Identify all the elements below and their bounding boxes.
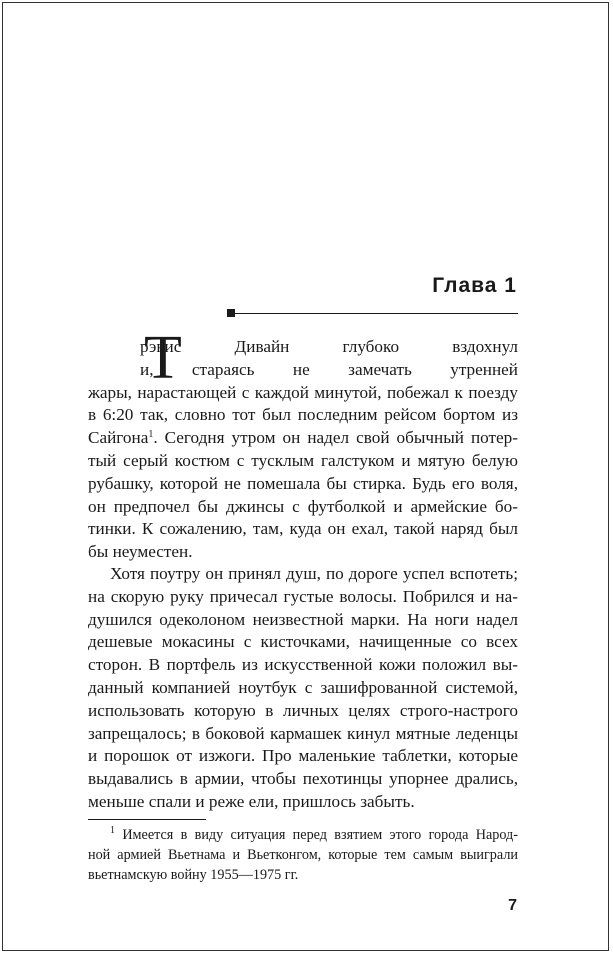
text-line: он предпочел бы джинсы с футболкой и армейские бо-: [88, 496, 518, 516]
text-line: рубашку, которой не помешала бы стирка. Будь его воля,: [88, 473, 518, 493]
footnote-marker: 1: [110, 825, 115, 836]
text-line: тый серый костюм с тусклым галстуком и мятую белую: [88, 450, 518, 470]
text-line: в 6:20 так, словно тот был последним рейсом бортом из: [88, 405, 518, 425]
text-line: бы неуместен.: [88, 542, 193, 562]
footnote-ref: 1: [148, 429, 154, 441]
text-line: душился одеколоном неизвестной марки. На ноги надел: [88, 609, 518, 629]
chapter-rule: [231, 313, 518, 314]
footnote-line: вьетнамскую войну 1955—1975 гг.: [88, 867, 299, 883]
text-line-with-footnote: [88, 427, 518, 450]
page-number: 7: [508, 897, 517, 914]
text-line: сторон. В портфель из искусственной кожи положил вы-: [88, 655, 518, 675]
text-line: и порошок от изжоги. Про маленькие таблетки, которые: [88, 746, 518, 766]
text-line: выдавались в армии, чтобы пехотинцы упорнее дрались,: [88, 769, 518, 789]
text-line: дешевые мокасины с кисточками, начищенные со всех: [88, 632, 518, 652]
drop-cap: Т: [144, 324, 182, 392]
text-line: данный компанией ноутбук с зашифрованной системой,: [88, 677, 518, 697]
text-line: жары, нарастающей с каждой минутой, побежал к поезду: [88, 382, 518, 402]
footnote-rule: [88, 819, 206, 820]
chapter-title: Глава 1: [432, 274, 517, 297]
text-fragment: Имеется в виду ситуация перед взятием этого города Народ-: [122, 827, 518, 843]
text-line: запрещалось; в боковой кармашек кинул мятные леденцы: [88, 723, 518, 743]
text-line: рэвис Дивайн глубоко вздохнул: [140, 337, 518, 356]
text-line: и, стараясь не замечать утренней: [140, 359, 518, 379]
footnote: [88, 825, 518, 885]
footnote-line: [88, 825, 518, 845]
text-line: тинки. К сожалению, там, куда он ехал, такой наряд был: [88, 519, 518, 539]
text-line: на скорую руку причесал густые волосы. Побрился и на-: [88, 586, 518, 606]
text-fragment: Сайгона: [88, 428, 149, 448]
paragraph-1: [88, 336, 518, 564]
text-line: использовать которую в личных целях строго-настрого: [88, 700, 518, 720]
paragraph-2: [88, 563, 518, 814]
footnote-line: ной армией Вьетнама и Вьетконгом, которые тем самым выиграли: [88, 847, 518, 863]
text-fragment: . Сегодня утром он надел свой обычный потер-: [153, 428, 518, 448]
text-line: Хотя поутру он принял душ, по дороге успел вспотеть;: [110, 564, 518, 583]
text-line: меньше спали и реже ели, пришлось забыть.: [88, 791, 415, 811]
